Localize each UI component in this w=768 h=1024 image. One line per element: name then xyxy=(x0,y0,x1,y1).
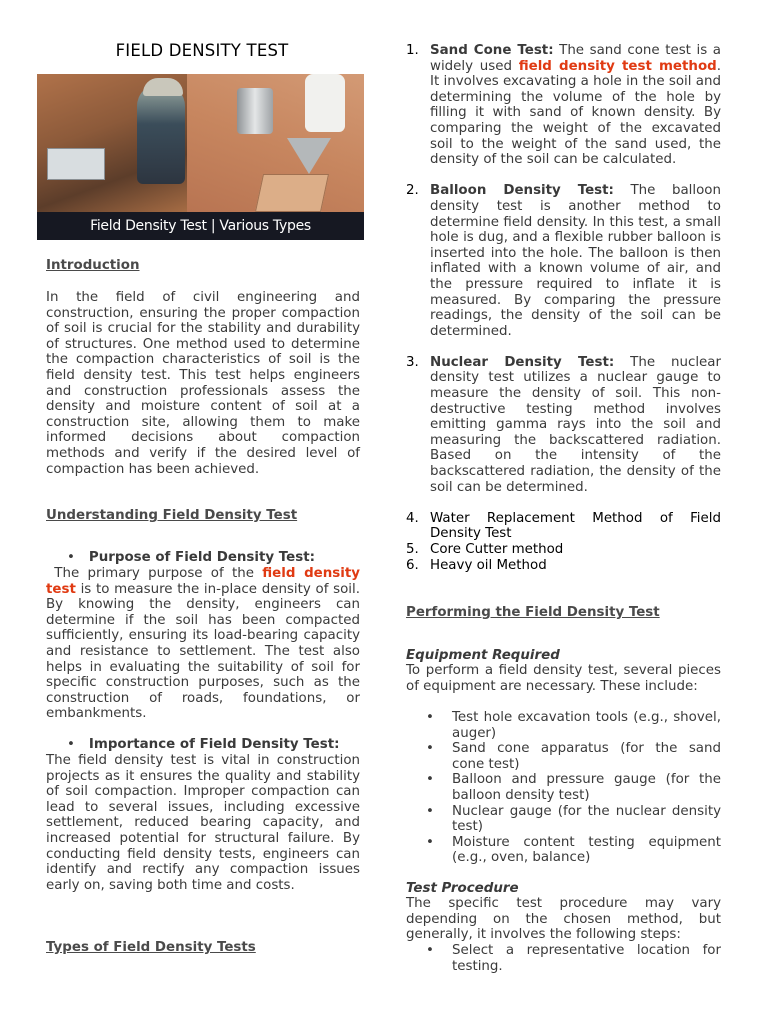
types-list xyxy=(406,43,721,573)
bullet-icon: • xyxy=(426,741,434,757)
metal-can-shape xyxy=(237,88,273,134)
list-item: 4. Water Replacement Method of Field Density Test xyxy=(406,510,721,542)
bullet-icon: • xyxy=(426,834,434,850)
list-item: • Select a representative location for testing. xyxy=(426,943,721,974)
performing-heading: Performing the Field Density Test xyxy=(406,605,660,620)
sand-cone-link[interactable]: field density test method xyxy=(518,58,717,74)
bullet-icon: • xyxy=(426,710,434,725)
bullet-icon: • xyxy=(426,772,434,788)
funnel-shape xyxy=(287,138,331,174)
equipment-title: Equipment Required xyxy=(406,648,560,663)
list-item: • Sand cone apparatus (for the sand cone test) xyxy=(426,741,721,772)
procedure-steps xyxy=(406,943,721,974)
importance-text: The field density test is vital in construction projects as it ensures the quality and stability of soil compaction. Improper compaction can lead to several issues, including excessive settlement, reduced bearing capacity, and increased potential for structural failure. By conducting field density tests, engineers can identify and rectify any compaction issues early on, saving both time and costs. xyxy=(46,753,360,893)
bullet-icon: • xyxy=(67,550,75,565)
procedure-title: Test Procedure xyxy=(406,881,519,896)
hero-image xyxy=(37,74,364,240)
bullet-icon: • xyxy=(426,943,434,958)
bullet-icon: • xyxy=(67,737,75,752)
field-density-test-link[interactable]: field density test xyxy=(46,566,360,597)
list-item: 6. Heavy oil Method xyxy=(406,557,547,573)
sand-tray-shape xyxy=(255,174,329,212)
equipment-list xyxy=(406,710,721,866)
list-item: • Test hole excavation tools (e.g., shovel, auger) xyxy=(426,710,721,741)
bullet-icon: • xyxy=(426,803,434,819)
hero-caption: Field Density Test | Various Types xyxy=(37,212,364,240)
understanding-heading: Understanding Field Density Test xyxy=(46,508,298,523)
purpose-text: The primary purpose of the field density test is to measure the in-place density of soil. By knowing the density, engineers can determine if the soil has been compacted sufficiently, ensuring its load-bearing capacity and resistance to settlement. The test also helps in evaluating the suitability of soil for specific construction purposes, such as the construction of roads, foundations, or embankments. xyxy=(46,566,360,722)
list-item: 5. Core Cutter method xyxy=(406,542,564,557)
list-item: 2. Balloon Density Test: The balloon density test is another method to determine field density. In this test, a small hole is dug, and a flexible rubber balloon is inserted into the hole. The balloon is then inflated with a known volume of air, and the pressure required to inflate it is measured. By comparing the pressure readings, the density of the soil can be determined. xyxy=(406,183,721,339)
purpose-title: • Purpose of Field Density Test: xyxy=(67,550,315,565)
list-item: • Moisture content testing equipment (e.g., oven, balance) xyxy=(426,834,721,866)
list-item: 3. Nuclear Density Test: The nuclear density test utilizes a nuclear gauge to measure the density of soil. This non-destructive testing method involves emitting gamma rays into the soil and measuring the backscattered radiation. Based on the intensity of the backscattered radiation, the density of the soil can be determined. xyxy=(406,354,721,495)
list-item: • Balloon and pressure gauge (for the balloon density test) xyxy=(426,772,721,803)
worker-figure xyxy=(137,84,185,184)
list-item: 1. Sand Cone Test: The sand cone test is a widely used field density test method. It involves excavating a hole in the soil and determining the volume of the hole by filling it with sand of known density. By comparing the weight of the excavated soil to the weight of the sand used, the density of the soil can be calculated. xyxy=(406,43,722,168)
types-heading: Types of Field Density Tests xyxy=(46,940,256,955)
page-title: FIELD DENSITY TEST xyxy=(115,41,289,60)
equipment-intro: To perform a field density test, several pieces of equipment are necessary. These include: xyxy=(406,663,721,694)
intro-text: In the field of civil engineering and construction, ensuring the proper compaction of soil is crucial for the stability and durability of structures. One method used to determine the compaction characteristics of soil is the field density test. This test helps engineers and construction professionals assess the density and moisture content of soil at a construction site, allowing them to make informed decisions about compaction methods and verify if the desired level of compaction has been achieved. xyxy=(46,290,360,477)
importance-title: • Importance of Field Density Test: xyxy=(67,737,340,752)
scale-icon xyxy=(47,148,105,180)
intro-heading: Introduction xyxy=(46,258,140,273)
list-item: • Nuclear gauge (for the nuclear density test) xyxy=(426,803,721,835)
hat-shape xyxy=(143,78,183,96)
jug-shape xyxy=(305,74,345,132)
procedure-intro: The specific test procedure may vary depending on the chosen method, but generally, it involves the following steps: xyxy=(406,896,721,943)
